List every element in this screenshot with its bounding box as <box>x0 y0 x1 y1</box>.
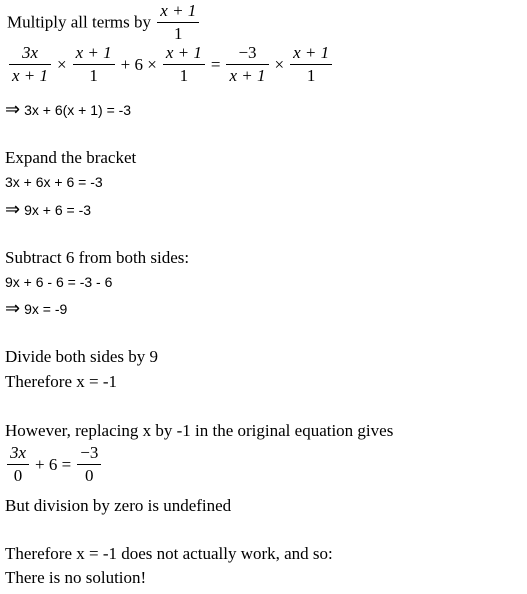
conclusion-line2: There is no solution! <box>5 568 147 587</box>
check-fraction-2 <box>77 442 101 487</box>
step3-heading: Subtract 6 from both sides: <box>5 248 190 267</box>
step2-result <box>5 200 91 220</box>
eq-f1-num: 3x <box>21 43 39 62</box>
step2-result-text: 9x + 6 = -3 <box>24 202 92 218</box>
eq-f3-den: 1 <box>179 66 189 85</box>
step3-result-text: 9x = -9 <box>24 301 68 317</box>
eq-f1-den: x + 1 <box>12 66 49 85</box>
plus-six-times-op: + 6 × <box>120 54 157 74</box>
check-f1-den: 0 <box>13 466 23 485</box>
equals-op: = <box>210 54 221 74</box>
eq-f2-den: 1 <box>89 66 98 85</box>
eq-fraction-1 <box>9 42 51 87</box>
check-equation <box>5 442 103 487</box>
eq-fraction-5 <box>290 42 332 87</box>
conclusion-line1: Therefore x = -1 does not actually work, and so: <box>5 544 333 563</box>
check-f1-num: 3x <box>10 443 27 462</box>
eq-f3-num: x + 1 <box>165 43 202 62</box>
intro-frac-den: 1 <box>174 24 183 43</box>
step3-result <box>5 299 67 319</box>
eq-fraction-3 <box>163 42 205 87</box>
eq-f2-num: x + 1 <box>75 43 112 62</box>
eq-f4-den: x + 1 <box>229 66 266 85</box>
check-plus-six-equals: + 6 = <box>35 454 72 474</box>
intro-line <box>7 0 201 45</box>
eq-f4-num: −3 <box>238 43 257 62</box>
multiplied-equation <box>7 42 334 87</box>
times-op-2: × <box>274 54 285 74</box>
check-fraction-1 <box>7 442 29 487</box>
check-f2-num: −3 <box>80 443 99 462</box>
eq-fraction-4 <box>226 42 268 87</box>
implies-arrow-icon: ⇒ <box>5 298 21 319</box>
step3-line1: 9x + 6 - 6 = -3 - 6 <box>5 274 113 290</box>
implies-arrow-icon: ⇒ <box>5 99 21 120</box>
check-note: But division by zero is undefined <box>5 496 232 515</box>
intro-frac-num: x + 1 <box>160 1 197 20</box>
eq-f5-den: 1 <box>306 66 316 85</box>
step2-heading: Expand the bracket <box>5 148 137 167</box>
eq-fraction-2 <box>73 42 115 87</box>
check-heading: However, replacing x by -1 in the original equation gives <box>5 421 394 440</box>
step4-line1: Therefore x = -1 <box>5 372 118 391</box>
intro-fraction <box>157 0 199 45</box>
eq-f5-num: x + 1 <box>293 43 330 62</box>
times-op-1: × <box>57 54 67 74</box>
step4-heading: Divide both sides by 9 <box>5 347 158 366</box>
step2-line1: 3x + 6x + 6 = -3 <box>5 174 103 190</box>
step1-result-text: 3x + 6(x + 1) = -3 <box>24 102 132 118</box>
intro-text: Multiply all terms by <box>7 12 152 32</box>
implies-arrow-icon: ⇒ <box>5 199 21 220</box>
step1-result <box>5 100 131 120</box>
check-f2-den: 0 <box>85 466 94 485</box>
